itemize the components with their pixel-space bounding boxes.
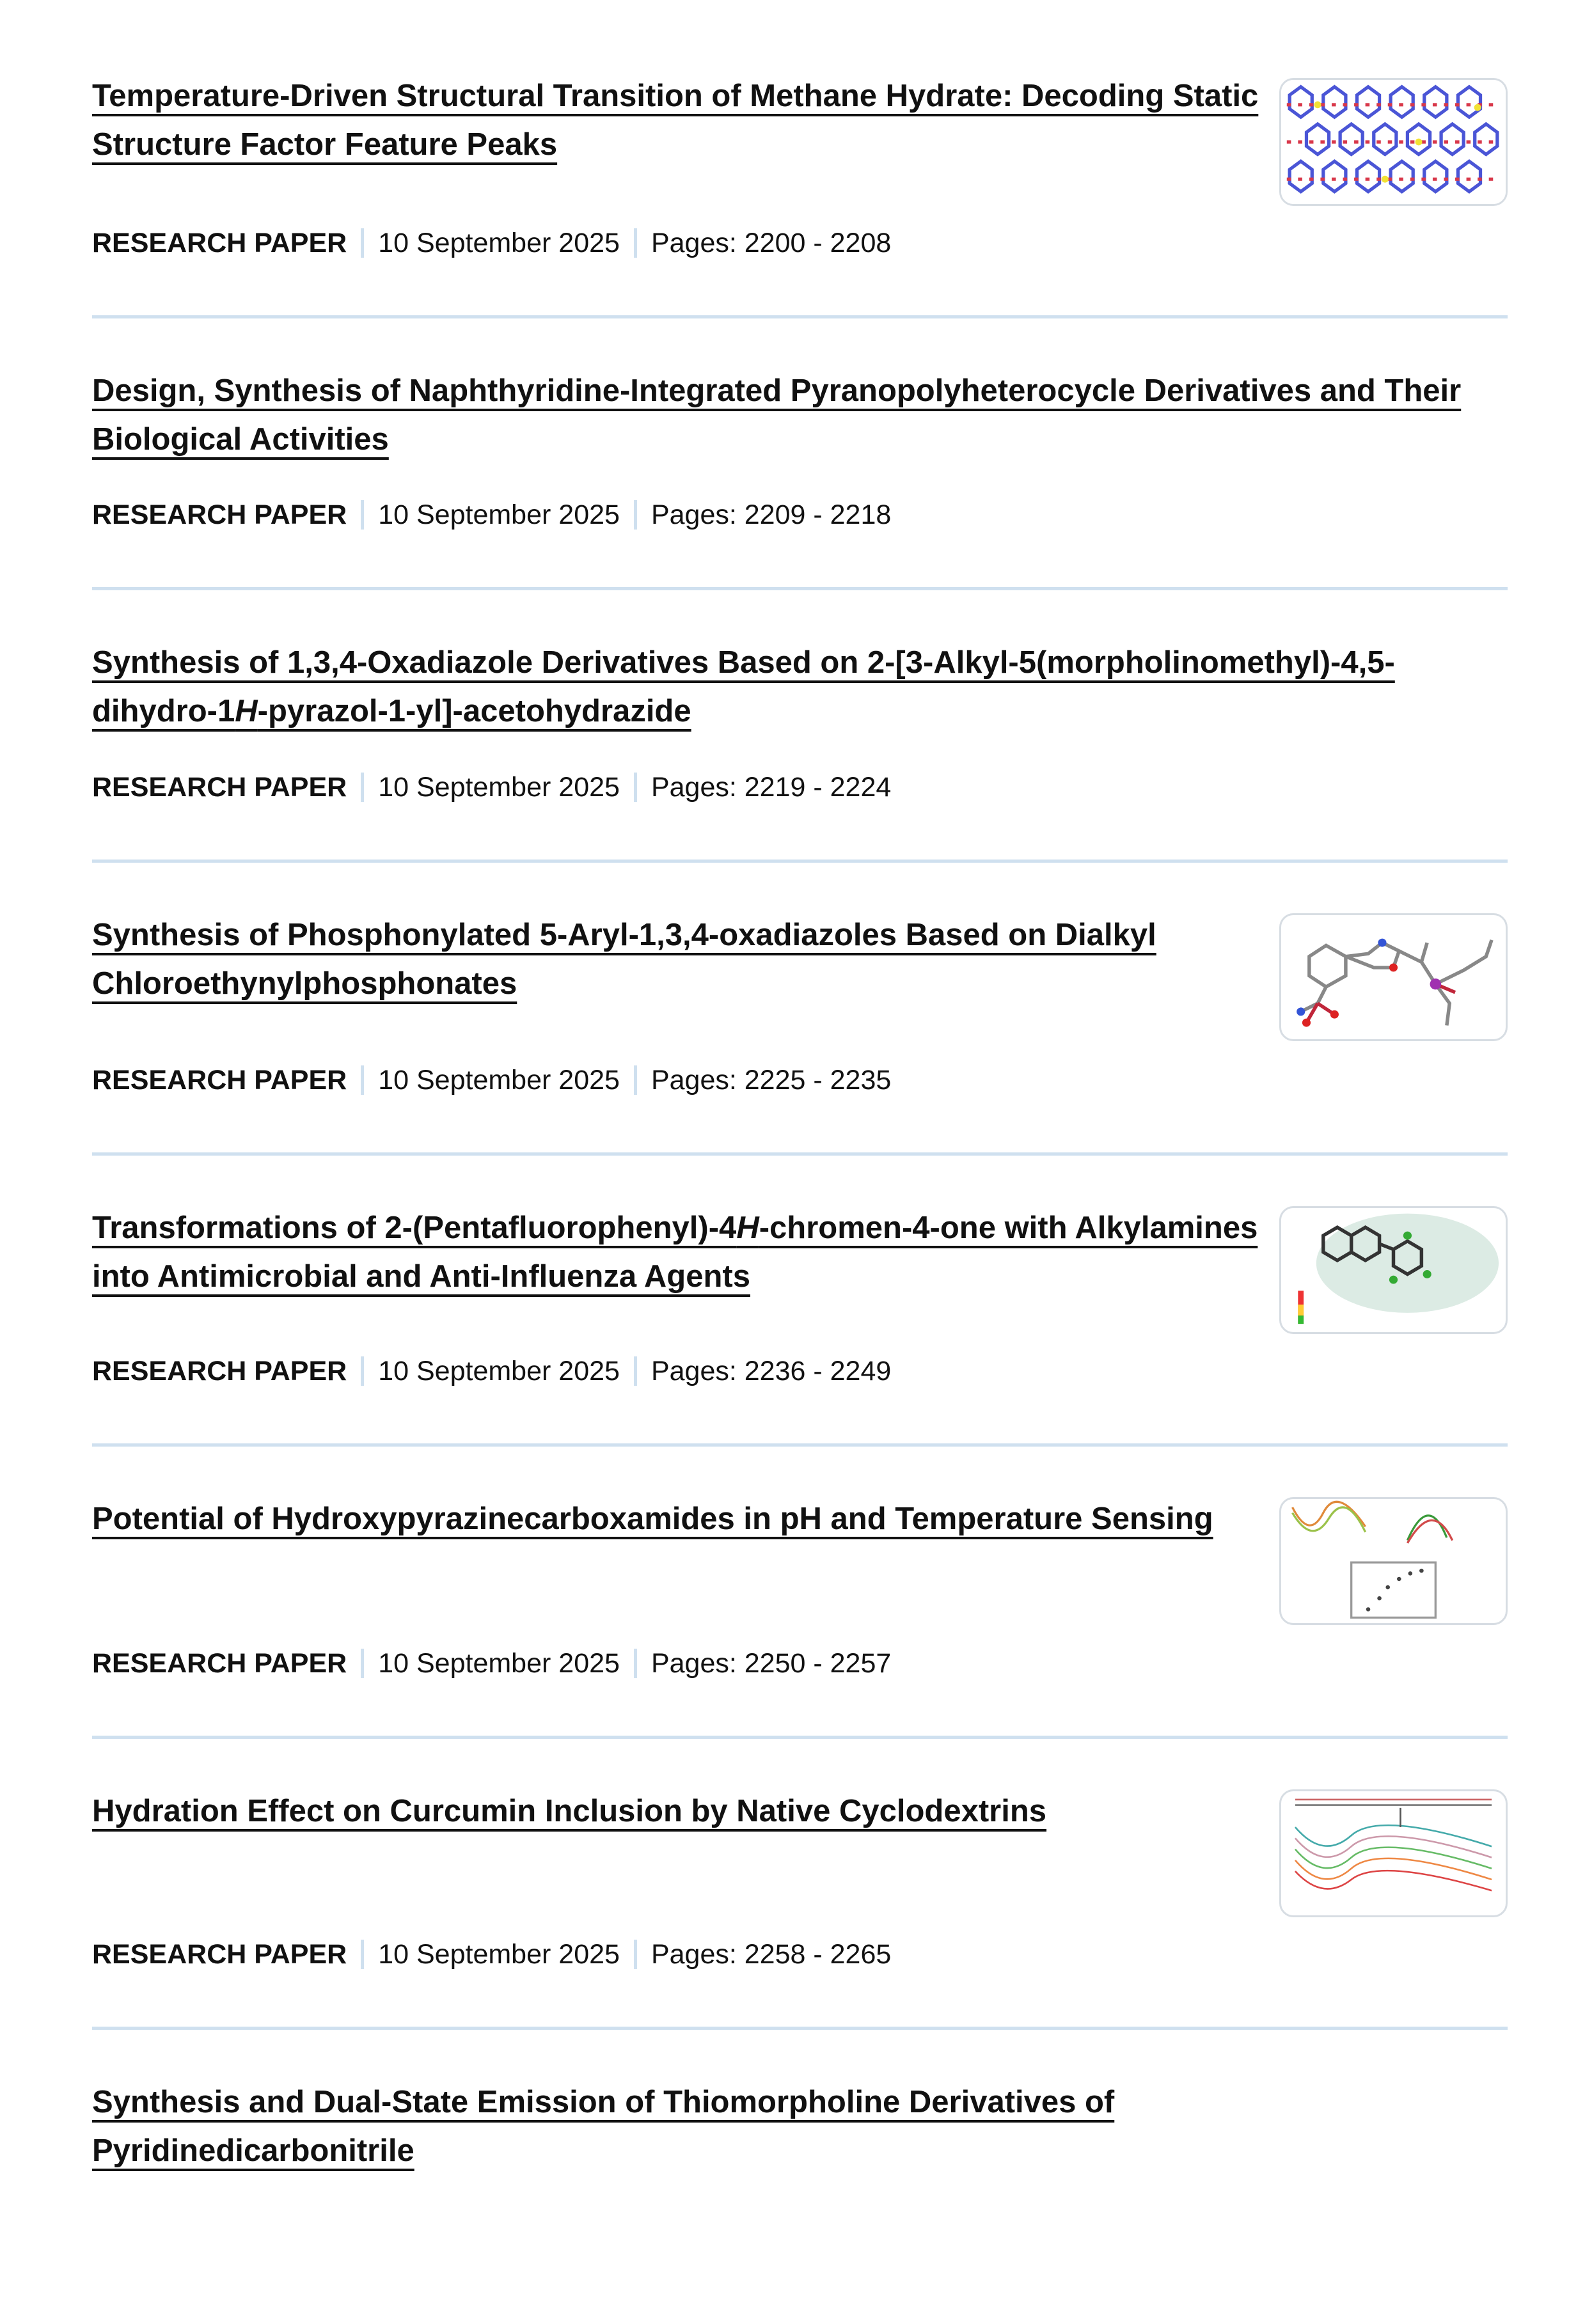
article-meta [92,1064,891,1096]
article-thumbnail[interactable] [1279,1206,1508,1334]
article-meta [92,499,891,531]
article-title-link[interactable]: Hydration Effect on Curcumin Inclusion by Native Cyclodextrins [92,1794,1047,1828]
article-meta [92,227,891,259]
meta-separator [361,1649,364,1678]
article-title-link[interactable]: Potential of Hydroxypyrazinecarboxamides in pH and Temperature Sensing [92,1502,1213,1536]
article-type: RESEARCH PAPER [92,1356,347,1386]
title-text: Transformations of 2-(Pentafluorophenyl)-4 [92,1211,737,1245]
article-item [92,1739,1508,2030]
article-item [92,1156,1508,1447]
article-date: 10 September 2025 [378,772,620,803]
article-pages: Pages: 2200 - 2208 [651,228,892,258]
article-date: 10 September 2025 [378,499,620,530]
article-thumbnail[interactable] [1279,913,1508,1041]
meta-separator [634,1649,637,1678]
meta-separator [634,773,637,802]
article-type: RESEARCH PAPER [92,772,347,803]
article-title-link[interactable]: Synthesis and Dual-State Emission of Thiomorpholine Derivatives of Pyridinedicarbonitrile [92,2085,1115,2168]
article-pages: Pages: 2250 - 2257 [651,1648,892,1679]
article-meta [92,771,891,803]
meta-separator [361,1940,364,1969]
article-thumbnail[interactable] [1279,1497,1508,1625]
article-type: RESEARCH PAPER [92,1939,347,1970]
article-pages: Pages: 2225 - 2235 [651,1065,892,1095]
article-item [92,590,1508,863]
meta-separator [634,1065,637,1095]
article-item [92,2030,1508,2324]
article-item [92,318,1508,590]
article-item [92,863,1508,1156]
article-date: 10 September 2025 [378,1939,620,1970]
article-title-link[interactable]: Temperature-Driven Structural Transition of Methane Hydrate: Decoding Static Structure Factor Feature Peaks [92,79,1259,162]
article-item [92,0,1508,318]
article-item [92,1447,1508,1739]
article-type: RESEARCH PAPER [92,1065,347,1095]
meta-separator [634,228,637,258]
title-italic: H [736,1211,759,1245]
article-type: RESEARCH PAPER [92,228,347,258]
title-text: -pyrazol-1-yl]-acetohydrazide [257,694,691,728]
article-title-link[interactable]: Synthesis of Phosphonylated 5-Aryl-1,3,4-oxadiazoles Based on Dialkyl Chloroethynylphosphonates [92,918,1156,1001]
article-pages: Pages: 2258 - 2265 [651,1939,892,1970]
title-text: -chromen-4-one with Alkylamines into Antimicrobial and Anti-Influenza Agents [92,1211,1258,1294]
title-italic: H [235,694,258,728]
article-meta [92,1355,891,1387]
meta-separator [634,1356,637,1386]
meta-separator [361,773,364,802]
meta-separator [634,500,637,530]
article-thumbnail[interactable] [1279,1789,1508,1917]
article-meta [92,1647,891,1679]
meta-separator [361,228,364,258]
title-text: Synthesis of 1,3,4-Oxadiazole Derivatives Based on 2-[3-Alkyl-5(morpholinomethyl)-4,5-dihydro-1 [92,645,1395,728]
meta-separator [361,1356,364,1386]
article-title-link[interactable] [92,638,1508,735]
meta-separator [361,500,364,530]
article-pages: Pages: 2219 - 2224 [651,772,892,803]
article-type: RESEARCH PAPER [92,1648,347,1679]
article-date: 10 September 2025 [378,228,620,258]
meta-separator [361,1065,364,1095]
article-date: 10 September 2025 [378,1648,620,1679]
article-title-link[interactable]: Design, Synthesis of Naphthyridine-Integrated Pyranopolyheterocycle Derivatives and Their Biological Activities [92,373,1462,457]
article-date: 10 September 2025 [378,1356,620,1386]
article-date: 10 September 2025 [378,1065,620,1095]
article-title-link[interactable] [92,1204,1279,1301]
article-pages: Pages: 2209 - 2218 [651,499,892,530]
article-pages: Pages: 2236 - 2249 [651,1356,892,1386]
article-thumbnail[interactable] [1279,78,1508,206]
article-meta [92,1938,891,1970]
article-type: RESEARCH PAPER [92,499,347,530]
meta-separator [634,1940,637,1969]
